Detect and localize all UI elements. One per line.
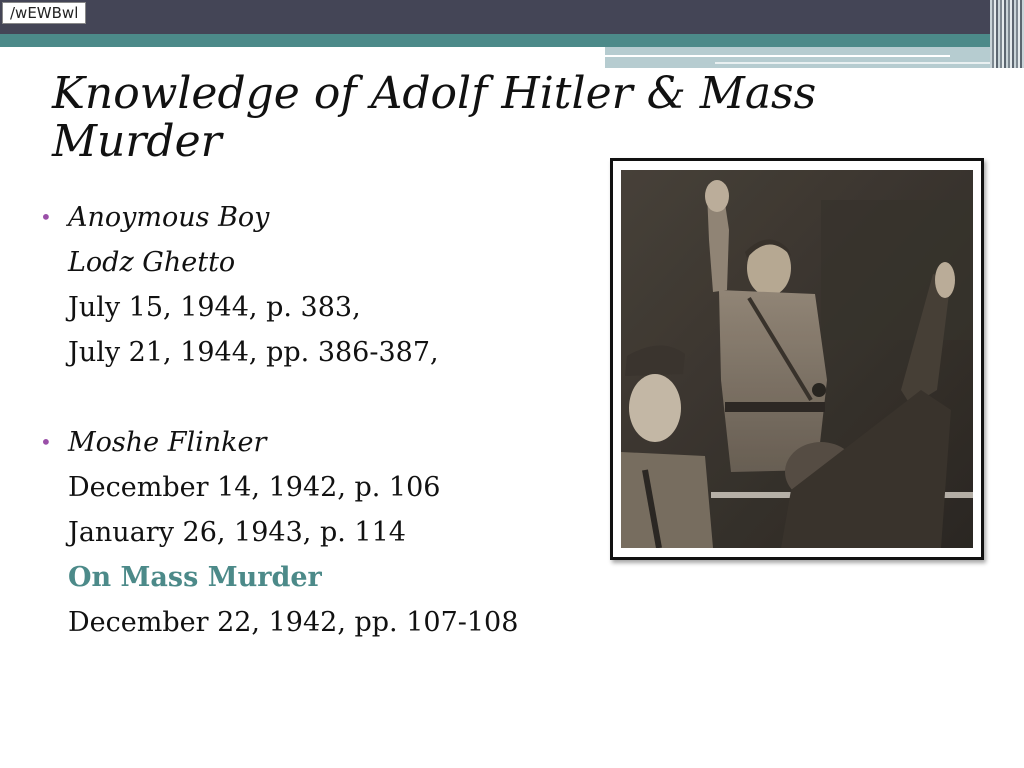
source-location: Lodz Ghetto [68, 247, 236, 278]
top-band-teal [0, 34, 1024, 47]
citation-line: July 21, 1944, pp. 386-387, [68, 337, 439, 368]
citation-line: December 22, 1942, pp. 107-108 [68, 607, 519, 638]
top-band-dark [0, 0, 1024, 34]
mass-murder-heading: On Mass Murder [68, 562, 322, 593]
photo-image [621, 170, 973, 548]
corner-stripes [990, 0, 1024, 68]
viewstate-tag: /wEWBwl [2, 2, 86, 24]
citation-line: January 26, 1943, p. 114 [68, 517, 406, 548]
slide-content [40, 195, 600, 645]
bullet-anonymous-boy: • Anoymous Boy [40, 195, 600, 240]
section-gap [40, 375, 600, 420]
top-band-line [605, 55, 950, 57]
bullet-moshe-flinker: • Moshe Flinker [40, 420, 600, 465]
historical-photo [610, 158, 984, 560]
slide-title: Knowledge of Adolf Hitler & Mass Murder [52, 68, 817, 167]
citation-line: December 14, 1942, p. 106 [68, 472, 441, 503]
top-band-light [605, 47, 1024, 68]
top-band-line-secondary [715, 62, 1005, 64]
citation-line: July 15, 1944, p. 383, [68, 292, 361, 323]
